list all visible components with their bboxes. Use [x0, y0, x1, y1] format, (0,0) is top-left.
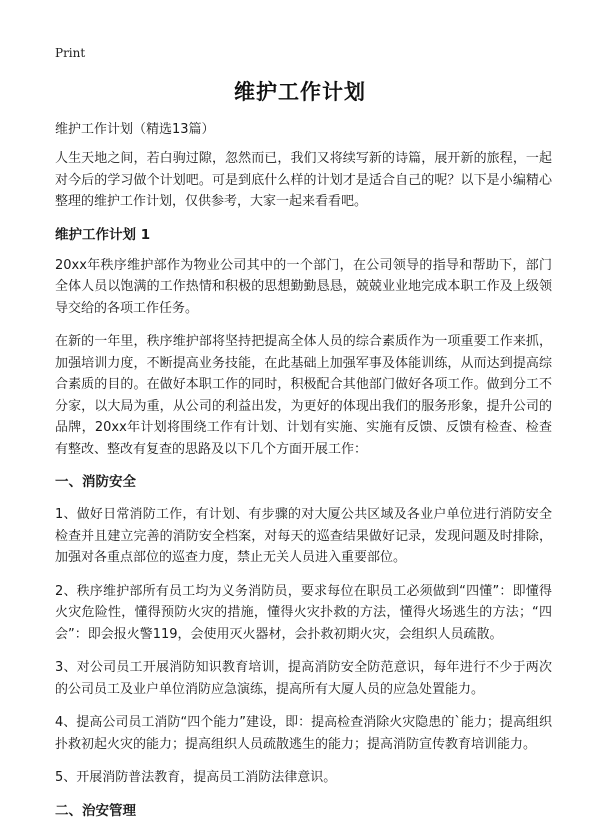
body-paragraph: 在新的一年里，秩序维护部将坚持把提高全体人员的综合素质作为一项重要工作来抓，加强培训力度，不断提高业务技能，在此基础上加强军事及体能训练，从而达到提高综合素质的目的。在做好本职工作的同时，积极配合其他部门做好各项工作。做到分工不分家，以大局为重，从公司的利益出发，为更好的体现出我们的服务形象，提升公司的品牌，20xx年计划将围绕工作有计划、计划有实施、实施有反馈、反馈有检查、检查有整改、整改有复查的思路及以下几个方面开展工作：: [55, 334, 552, 457]
print-link[interactable]: Print: [55, 46, 86, 60]
fire-item: 3、对公司员工开展消防知识教育培训，提高消防安全防范意识，每年进行不少于两次的公司员工及业户单位消防应急演练，提高所有大厦人员的应急处置能力。: [55, 660, 552, 697]
section-heading-security: 二、治安管理: [55, 802, 136, 819]
fire-item: 5、开展消防普法教育，提高员工消防法律意识。: [55, 770, 337, 785]
fire-item: 4、提高公司员工消防“四个能力”建设，即：提高检查消除火灾隐患的`能力；提高组织扑救初起火灾的能力；提高组织人员疏散逃生的能力；提高消防宣传教育培训能力。: [55, 715, 552, 752]
fire-item: 1、做好日常消防工作，有计划、有步骤的对大厦公共区域及各业户单位进行消防安全检查并且建立完善的消防安全档案，对每天的巡查结果做好记录，发现问题及时排除，加强对各重点部位的巡查力度，禁止无关人员进入重要部位。: [55, 507, 552, 565]
intro-paragraph: 人生天地之间，若白驹过隙，忽然而已，我们又将续写新的诗篇，展开新的旅程，一起对今后的学习做个计划吧。可是到底什么样的计划才是适合自己的呢？以下是小编精心整理的维护工作计划，仅供参考，大家一起来看看吧。: [55, 151, 552, 209]
body-paragraph: 20xx年秩序维护部作为物业公司其中的一个部门，在公司领导的指导和帮助下，部门全体人员以饱满的工作热情和积极的思想勤勤恳恳，兢兢业业地完成本职工作及上级领导交给的各项工作任务。: [55, 257, 552, 316]
article-subtitle: 维护工作计划（精选13篇）: [55, 122, 215, 137]
fire-item: 2、秩序维护部所有员工均为义务消防员，要求每位在职员工必须做到“四懂”：即懂得火灾危险性，懂得预防火灾的措施，懂得火灾扑救的方法，懂得火场逃生的方法；“四会”：即会报火警119，会使用灭火器材，会扑救初期火灾，会组织人员疏散。: [55, 583, 552, 642]
section-heading-plan-1: 维护工作计划 1: [55, 226, 151, 243]
section-heading-fire-safety: 一、消防安全: [55, 474, 136, 490]
page-title: 维护工作计划: [234, 80, 366, 104]
article-body: [55, 121, 552, 833]
